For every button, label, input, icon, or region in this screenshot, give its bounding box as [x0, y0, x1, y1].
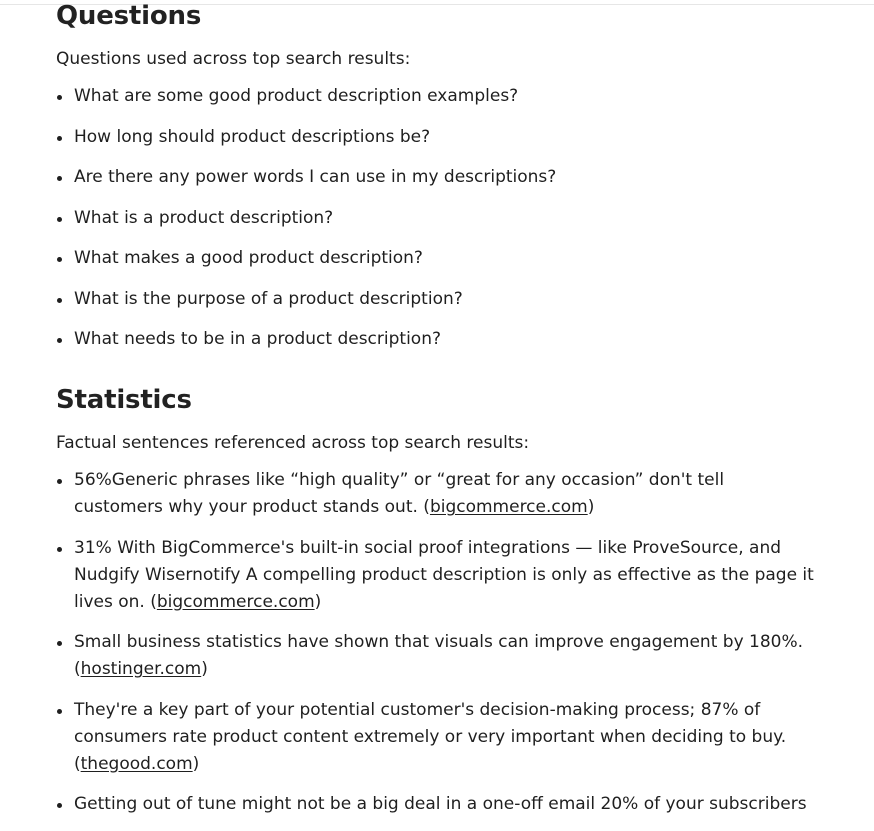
list-item: How long should product descriptions be? — [56, 124, 816, 151]
list-item: Small business statistics have shown that visuals can improve engagement by 180%. (hostinger.com) — [56, 629, 816, 683]
statistics-intro: Factual sentences referenced across top search results: — [56, 433, 530, 453]
list-item: 56%Generic phrases like “high quality” or “great for any occasion” don't tell customers why your product stands out. (bigcommerce.com) — [56, 467, 816, 521]
questions-list — [56, 83, 816, 353]
statistic-text: They're a key part of your potential customer's decision-making process; 87% of consumers rate product content extremely or very important when deciding to buy. — [74, 699, 787, 747]
questions-heading: Questions — [56, 1, 202, 31]
questions-intro: Questions used across top search results: — [56, 49, 411, 69]
statistics-list — [56, 467, 816, 818]
list-item — [56, 791, 816, 818]
statistics-heading: Statistics — [56, 385, 192, 415]
source-link[interactable]: thegood.com — [80, 753, 193, 774]
list-item: What is a product description? — [56, 205, 816, 232]
statistic-text: Getting out of tune might not be a big deal in a one-off email 20% of your subscribers — [74, 794, 807, 814]
statistic-text: Small business statistics have shown that visuals can improve engagement by 180%. — [74, 632, 804, 652]
statistic-text: 56%Generic phrases like “high quality” or “great for any occasion” don't tell customers why your product stands out. — [74, 470, 725, 517]
list-item: What needs to be in a product description? — [56, 326, 816, 353]
source-link[interactable]: hostinger.com — [80, 659, 202, 679]
list-item: 31% With BigCommerce's built-in social proof integrations — like ProveSource, and Nudgify Wisernotify A compelling product description is only as effective as the page it lives on. (bigcommerce.com) — [56, 535, 816, 616]
list-item: They're a key part of your potential customer's decision-making process; 87% of consumers rate product content extremely or very important when deciding to buy. (thegood.com) — [56, 697, 816, 778]
source-link[interactable]: bigcommerce.com — [156, 591, 315, 612]
list-item: What are some good product description examples? — [56, 83, 816, 110]
document-content — [56, 0, 816, 818]
source-link[interactable]: bigcommerce.com — [429, 497, 588, 517]
statistic-text: 31% With BigCommerce's built-in social proof integrations — like ProveSource, and Nudgify Wisernotify A compelling product description is only as effective as the page it lives on. — [74, 537, 814, 612]
list-item: What is the purpose of a product description? — [56, 286, 816, 313]
list-item: What makes a good product description? — [56, 245, 816, 272]
list-item: Are there any power words I can use in my descriptions? — [56, 164, 816, 191]
